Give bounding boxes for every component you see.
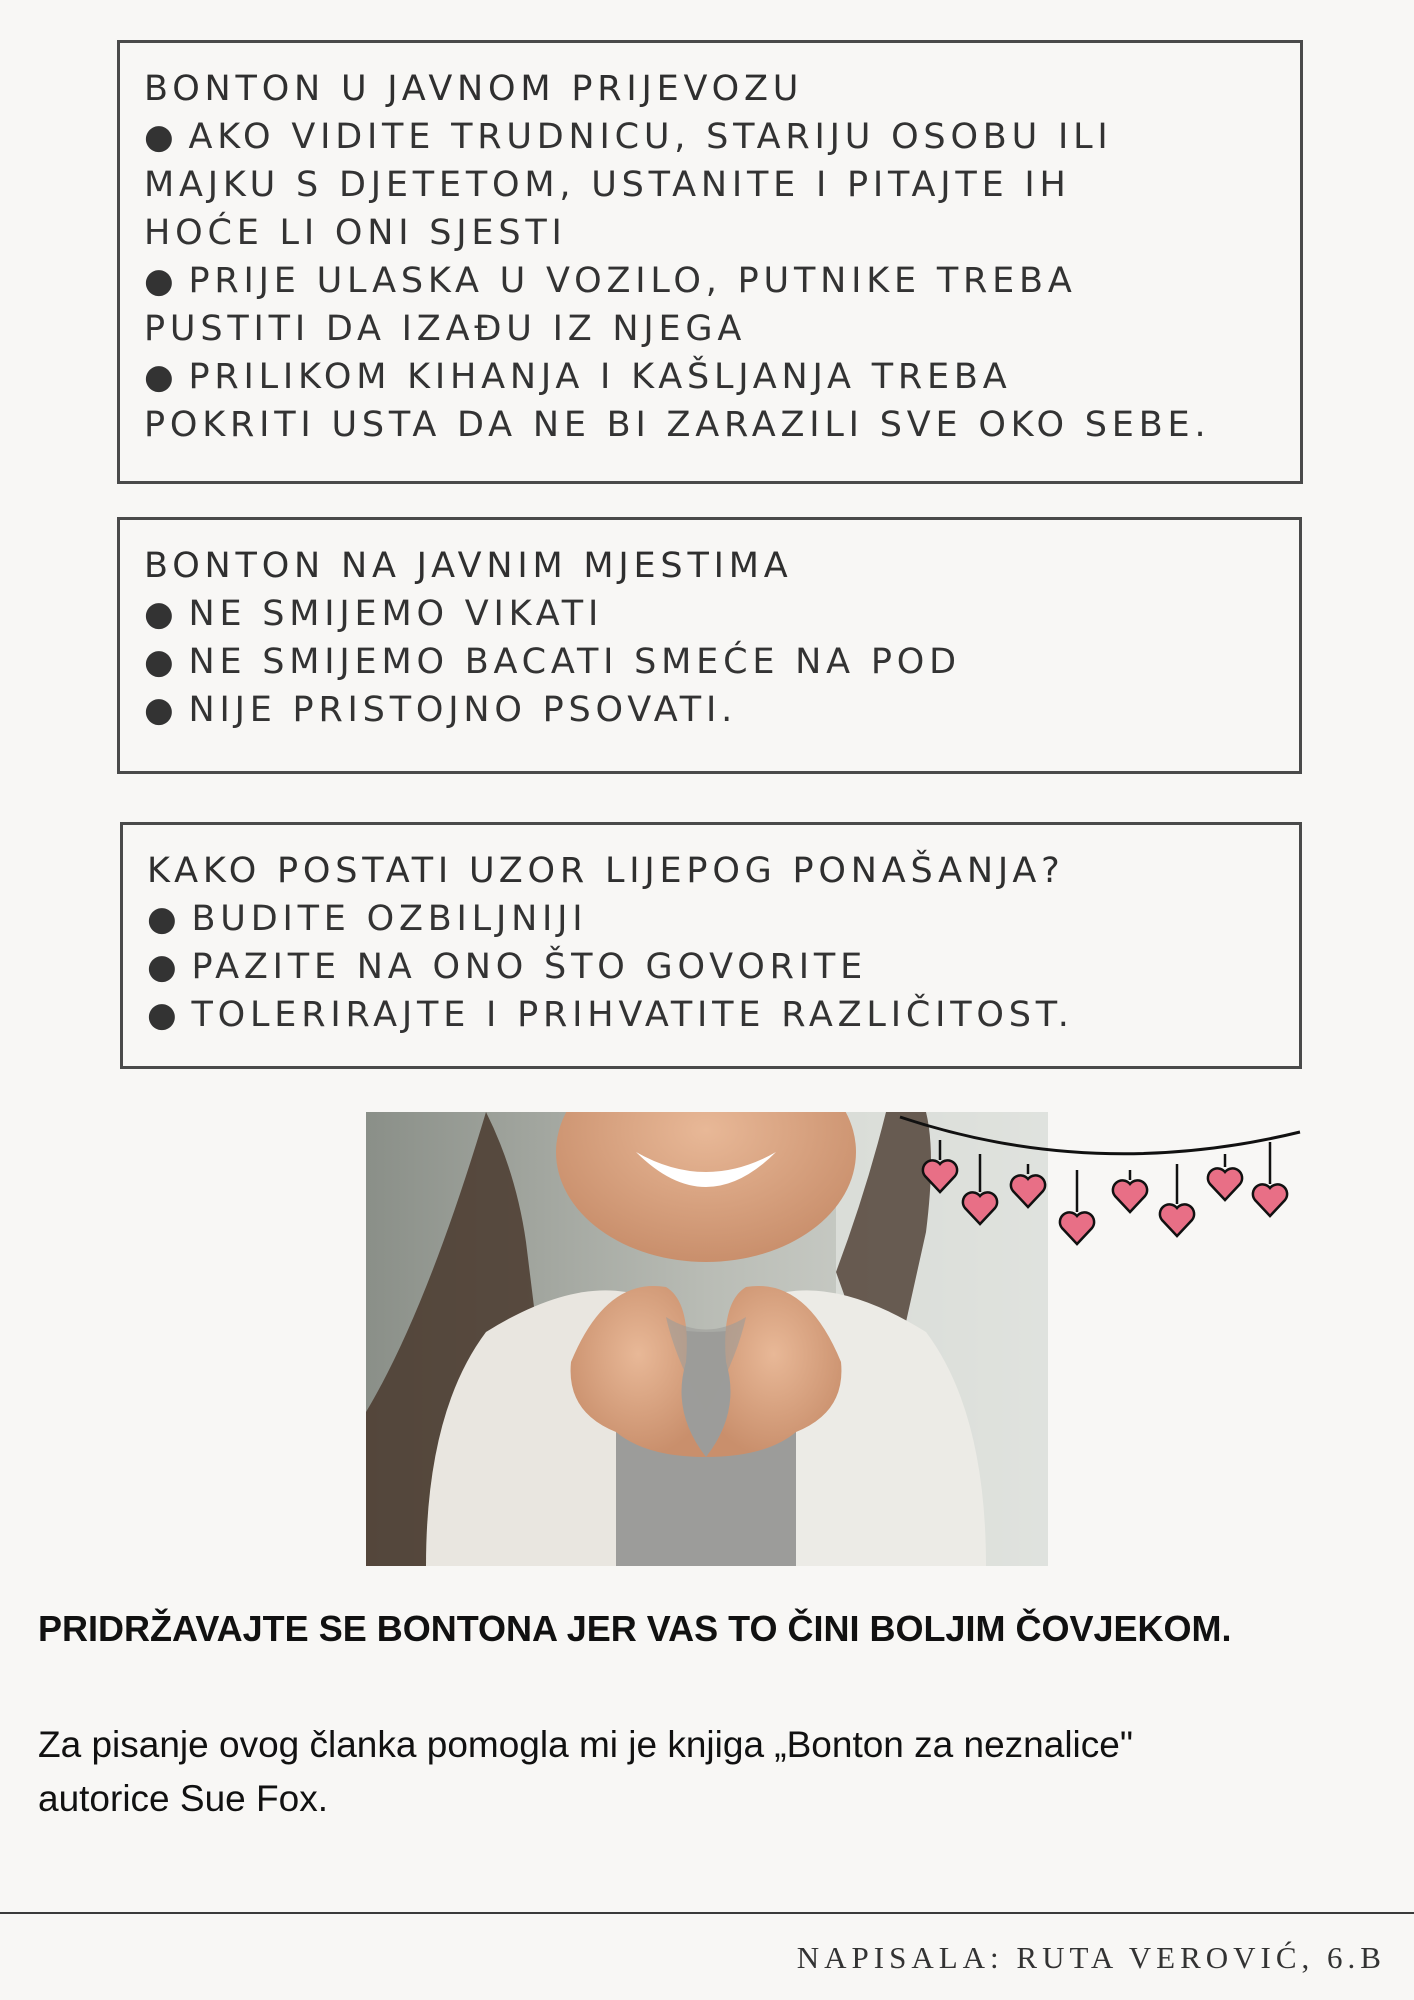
footer-divider — [0, 1912, 1414, 1914]
bullet-icon: ● — [147, 947, 182, 987]
bullet-icon: ● — [144, 261, 179, 301]
bullet-icon: ● — [144, 594, 179, 634]
source-note — [38, 1718, 1368, 1826]
list-item-continuation: MAJKU S DJETETOM, USTANITE I PITAJTE IH — [144, 165, 1071, 205]
section-title: KAKO POSTATI UZOR LIJEPOG PONAŠANJA? — [147, 851, 1065, 891]
list-item: ● AKO VIDITE TRUDNICU, STARIJU OSOBU ILI — [144, 113, 1276, 161]
source-line: Za pisanje ovog članka pomogla mi je knjiga „Bonton za neznalice" — [38, 1724, 1133, 1765]
bullet-icon: ● — [144, 642, 179, 682]
bullet-icon: ● — [144, 690, 179, 730]
source-line: autorice Sue Fox. — [38, 1778, 328, 1819]
list-item: ● PRIJE ULASKA U VOZILO, PUTNIKE TREBA — [144, 257, 1276, 305]
heart-icon — [1253, 1142, 1287, 1216]
bullet-icon: ● — [147, 899, 182, 939]
heart-icon — [963, 1154, 997, 1224]
bullet-icon: ● — [144, 357, 179, 397]
list-item: ● TOLERIRAJTE I PRIHVATITE RAZLIČITOST. — [147, 991, 1275, 1039]
list-item: ● BUDITE OZBILJNIJI — [147, 895, 1275, 943]
list-item: ● NE SMIJEMO BACATI SMEĆE NA POD — [144, 638, 1275, 686]
list-item-continuation: HOĆE LI ONI SJESTI — [144, 213, 567, 253]
heart-icon — [1208, 1154, 1242, 1200]
heart-icon — [1113, 1170, 1147, 1212]
heart-icon — [1160, 1164, 1194, 1236]
public-transport-box — [117, 40, 1303, 484]
list-item: ● PRILIKOM KIHANJA I KAŠLJANJA TREBA — [144, 353, 1276, 401]
heart-icon — [1011, 1164, 1045, 1207]
list-item-continuation: PUSTITI DA IZAĐU IZ NJEGA — [144, 309, 747, 349]
closing-statement: PRIDRŽAVAJTE SE BONTONA JER VAS TO ČINI BOLJIM ČOVJEKOM. — [38, 1608, 1232, 1649]
role-model-box — [120, 822, 1302, 1069]
author-credit: NAPISALA: RUTA VEROVIĆ, 6.B — [796, 1940, 1386, 1975]
bullet-icon: ● — [144, 117, 179, 157]
heart-icon — [923, 1140, 957, 1192]
section-title: BONTON NA JAVNIM MJESTIMA — [144, 546, 793, 586]
bullet-icon: ● — [147, 995, 182, 1035]
list-item: ● NE SMIJEMO VIKATI — [144, 590, 1275, 638]
public-places-box — [117, 517, 1302, 774]
section-title: BONTON U JAVNOM PRIJEVOZU — [144, 69, 804, 109]
heart-garland — [895, 1112, 1305, 1257]
list-item: ● PAZITE NA ONO ŠTO GOVORITE — [147, 943, 1275, 991]
heart-icon — [1060, 1170, 1094, 1244]
list-item-continuation: POKRITI USTA DA NE BI ZARAZILI SVE OKO SEBE. — [144, 405, 1211, 445]
list-item: ● NIJE PRISTOJNO PSOVATI. — [144, 686, 1275, 734]
